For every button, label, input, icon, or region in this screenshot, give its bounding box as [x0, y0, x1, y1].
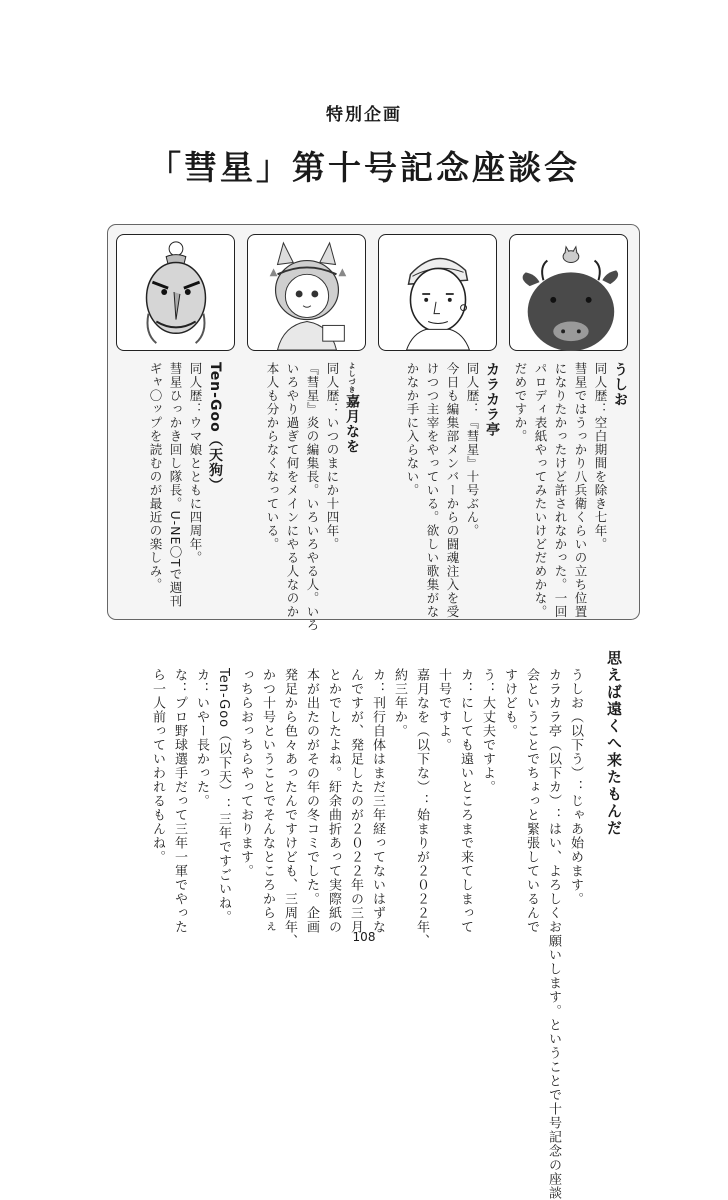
profile-line: 彗星ではうっかり八兵衛くらいの立ち位置: [573, 362, 588, 619]
profile-name: Ten-Goo（天狗）: [207, 362, 223, 493]
man-with-headband-portrait: [378, 234, 497, 351]
cow-with-cat-portrait: [509, 234, 628, 351]
section-label: 特別企画: [326, 105, 402, 125]
profile-line: いろやり過ぎて何をメインにやる人なのか: [285, 362, 300, 619]
dialogue-line: 嘉月なを（以下な）：始まりが２０２２年、: [414, 668, 429, 948]
dialogue-line: カ：刊行自体はまだ三年経ってないはずな: [370, 668, 385, 934]
profile-line: 同人歴：『彗星』十号ぶん。: [465, 362, 480, 538]
profile-name: カラカラ亭: [484, 362, 500, 437]
profile-yoshizuki-nao: [262, 362, 362, 632]
dialogue-line: う：大丈夫ですよ。: [480, 668, 495, 794]
dialogue-line: とかでしたよね。紆余曲折あって実際紙の: [326, 668, 341, 934]
dialogue-line: かつ十号ということでそんなところからぇ: [260, 668, 275, 934]
profile-line: だめですか。: [513, 362, 528, 443]
tengu-mask-portrait: [116, 234, 235, 351]
page-title: 「彗星」第十号記念座談会: [148, 148, 580, 187]
section-heading: 思えば遠くへ来たもんだ: [605, 650, 623, 837]
profile-ten-goo: [145, 362, 225, 612]
profile-line: 彗星ひっかき回し隊長。U-NE〇Tで週刊: [168, 362, 183, 609]
profile-line: パロディ表紙やってみたいけどだめかな。: [533, 362, 548, 619]
dialogue-line: 約三年か。: [392, 668, 407, 738]
profile-line: 今日も編集部メンバーからの闘魂注入を受: [445, 362, 460, 619]
profile-line: 同人歴：いつのまにか十四年。: [325, 362, 340, 551]
dialogue-line: カラカラ亭（以下カ）：はい、よろしくお願いします。ということで十号記念の座談: [546, 668, 561, 1200]
dialogue-line: Ten-Goo（以下天）：三年ですごいね。: [216, 668, 231, 925]
page-number: 108: [352, 930, 376, 944]
profile-name: 嘉月なを: [344, 394, 360, 454]
dialogue-line: 発足から色々あったんですけども、三周年、: [282, 668, 297, 948]
dialogue-line: な：プロ野球選手だって三年一軍でやった: [172, 668, 187, 934]
dialogue-line: うしお（以下う）：じゃあ始めます。: [568, 668, 583, 906]
dialogue-line: んですが、発足したのが２０２２年の三月: [348, 668, 363, 934]
dialogue-line: カ：いやー長かった。: [194, 668, 209, 808]
dialogue-line: カ：にしても遠いところまで来てしまって: [458, 668, 473, 934]
profile-name: うしお: [612, 362, 628, 407]
profile-line: かなか手に入らない。: [405, 362, 420, 497]
name-ruby: よしづき: [348, 362, 356, 394]
horse-girl-portrait: [247, 234, 366, 351]
profile-line: になりたかったけど許されなかった。一回: [553, 362, 568, 619]
profile-line: 同人歴：空白期間を除き七年。: [593, 362, 608, 551]
profile-line: 『彗星』炎の編集長。いろいろやる人。いろ: [305, 362, 320, 632]
profile-line: 本人も分からなくなっている。: [265, 362, 280, 551]
profile-line: けつつ主宰をやっている。欲しい歌集がな: [425, 362, 440, 619]
dialogue-line: 本が出たのがその年の冬コミでした。企画: [304, 668, 319, 934]
girl-illustration: [248, 235, 365, 350]
cow-illustration: [510, 235, 627, 350]
dialogue-line: 十号ですよ。: [436, 668, 451, 752]
profile-line: 同人歴：ウマ娘とともに四周年。: [188, 362, 203, 565]
dialogue-line: ら一人前っていわれるもんね。: [150, 668, 165, 864]
dialogue-line: すけども。: [502, 668, 517, 738]
profile-ushio: [510, 362, 630, 619]
profile-name-with-ruby: [342, 362, 362, 612]
dialogue-line: 会ということでちょっと緊張しているんで: [524, 668, 539, 934]
tengu-illustration: [117, 235, 234, 350]
man-illustration: [379, 235, 496, 350]
profile-karakaratei: [402, 362, 502, 619]
profile-line: ギャ〇ップを読むのが最近の楽しみ。: [148, 362, 163, 592]
dialogue-line: っちらおっちらやっております。: [238, 668, 253, 878]
